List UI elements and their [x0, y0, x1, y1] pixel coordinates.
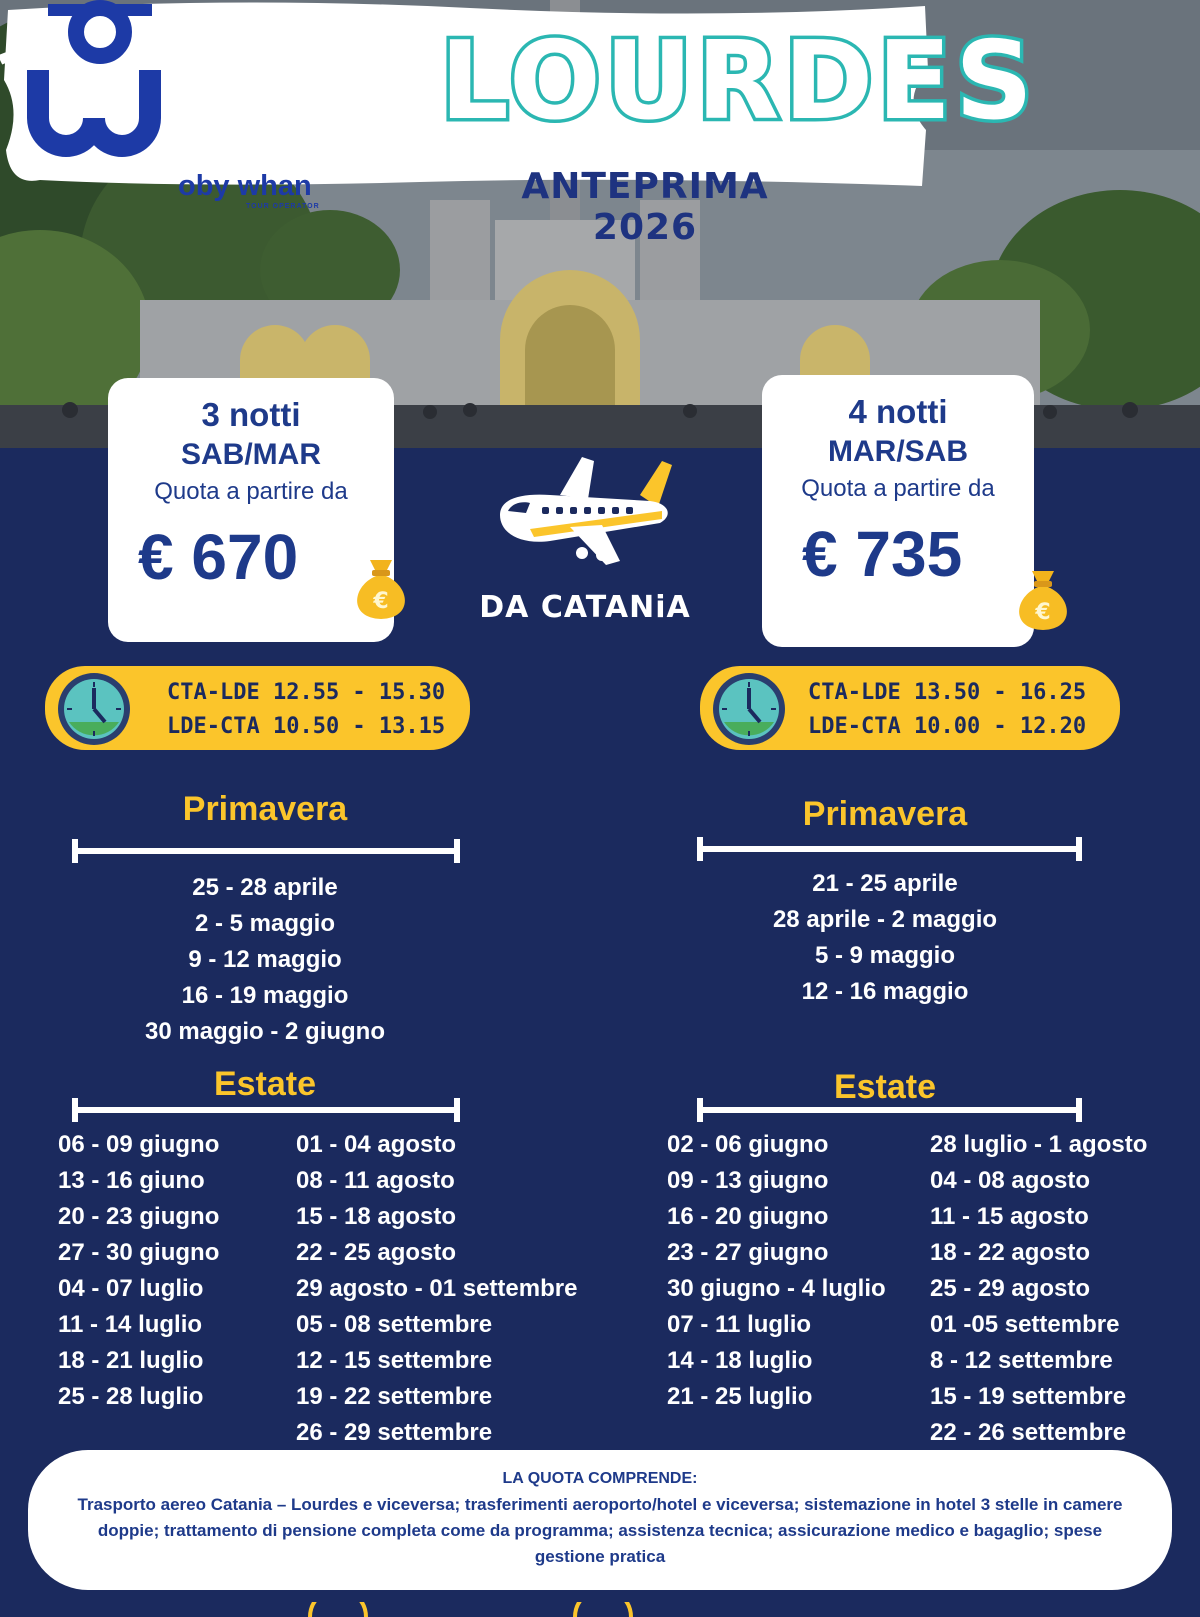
divider [72, 1107, 460, 1113]
flight-outbound: CTA-LDE 13.50 - 16.25 [808, 680, 1087, 705]
card-quota-label: Quota a partire da [801, 475, 995, 502]
date-item: 07 - 11 luglio [667, 1311, 812, 1338]
date-item: 25 - 28 aprile [192, 874, 338, 901]
divider [697, 846, 1082, 852]
brand-tagline: TOUR OPERATOR [246, 203, 320, 210]
season-title-spring-left: Primavera [182, 790, 348, 828]
included-heading: LA QUOTA COMPRENDE: [502, 1470, 698, 1487]
card-days: MAR/SAB [828, 435, 968, 468]
spring-dates-right [690, 866, 1080, 1010]
flight-return: LDE-CTA 10.50 - 13.15 [167, 714, 446, 739]
flight-outbound: CTA-LDE 12.55 - 15.30 [167, 680, 446, 705]
summer-dates-left-col2 [296, 1127, 636, 1451]
bottom-decoration [0, 1602, 1200, 1617]
date-item: 19 - 22 settembre [296, 1383, 493, 1410]
divider [72, 848, 460, 854]
date-item: 02 - 06 giugno [667, 1131, 829, 1158]
date-item: 04 - 08 agosto [930, 1167, 1091, 1194]
card-nights: 4 notti [848, 393, 948, 430]
flight-times-left [45, 666, 470, 750]
date-item: 15 - 19 settembre [930, 1383, 1127, 1410]
date-item: 28 luglio - 1 agosto [930, 1131, 1148, 1158]
clock-icon [710, 670, 788, 748]
date-item: 01 -05 settembre [930, 1311, 1120, 1338]
date-item: 27 - 30 giugno [58, 1239, 220, 1266]
date-item: 9 - 12 maggio [188, 946, 342, 973]
date-item: 12 - 15 settembre [296, 1347, 493, 1374]
date-item: 16 - 20 giugno [667, 1203, 829, 1230]
price-card-4-nights [762, 375, 1034, 647]
date-item: 26 - 29 settembre [296, 1419, 493, 1446]
season-title-summer-left: Estate [213, 1065, 317, 1103]
divider [697, 1107, 1082, 1113]
date-item: 30 maggio - 2 giugno [144, 1018, 385, 1045]
date-item: 29 agosto - 01 settembre [296, 1275, 578, 1302]
date-item: 21 - 25 aprile [812, 870, 958, 897]
date-item: 09 - 13 giugno [667, 1167, 829, 1194]
date-item: 01 - 04 agosto [296, 1131, 457, 1158]
flight-return: LDE-CTA 10.00 - 12.20 [808, 714, 1087, 739]
date-item: 22 - 25 agosto [296, 1239, 457, 1266]
date-item: 2 - 5 maggio [194, 910, 336, 937]
date-item: 18 - 21 luglio [58, 1347, 204, 1374]
season-title-summer-right: Estate [833, 1068, 937, 1106]
date-item: 20 - 23 giugno [58, 1203, 220, 1230]
page-subtitle: ANTEPRIMA 2026 [521, 166, 769, 248]
brand-name: oby whan [178, 170, 312, 202]
date-item: 28 aprile - 2 maggio [772, 906, 998, 933]
clock-icon [55, 670, 133, 748]
included-services-box [28, 1450, 1172, 1590]
date-item: 08 - 11 agosto [296, 1167, 455, 1194]
page-title: LOURDES [440, 19, 1037, 144]
card-nights: 3 notti [201, 396, 301, 433]
date-item: 21 - 25 luglio [667, 1383, 813, 1410]
date-item: 14 - 18 luglio [667, 1347, 813, 1374]
date-item: 12 - 16 maggio [801, 978, 969, 1005]
season-title-spring-right: Primavera [802, 795, 968, 833]
date-item: 16 - 19 maggio [181, 982, 349, 1009]
svg-text:€: € [373, 589, 389, 614]
flight-times-right [700, 666, 1120, 750]
date-item: 15 - 18 agosto [296, 1203, 457, 1230]
date-item: 04 - 07 luglio [58, 1275, 204, 1302]
date-item: 13 - 16 giuno [58, 1167, 205, 1194]
summer-dates-left-col1 [58, 1127, 288, 1415]
date-item: 23 - 27 giugno [667, 1239, 829, 1266]
date-item: 05 - 08 settembre [296, 1311, 493, 1338]
date-item: 11 - 14 luglio [58, 1311, 203, 1338]
card-price: € 670 [138, 521, 299, 593]
airplane-icon [490, 455, 680, 570]
included-body: Trasporto aereo Catania – Lourdes e viceversa; trasferimenti aeroporto/hotel e viceversa; sistemazione in hotel 3 stelle in camere doppie; trattamento di pensione completa come da programma; assistenza tecnica; assicurazione medico e bagaglio; spese gestione pratica [77, 1495, 1123, 1566]
money-bag-icon [348, 552, 414, 622]
spring-dates-left [70, 870, 460, 1050]
date-item: 25 - 28 luglio [58, 1383, 204, 1410]
card-quota-label: Quota a partire da [154, 478, 348, 505]
date-item: 25 - 29 agosto [930, 1275, 1091, 1302]
date-item: 30 giugno - 4 luglio [667, 1275, 886, 1302]
date-item: 8 - 12 settembre [930, 1347, 1113, 1374]
card-price: € 735 [802, 518, 963, 590]
date-item: 18 - 22 agosto [930, 1239, 1091, 1266]
date-item: 5 - 9 maggio [814, 942, 956, 969]
date-item: 06 - 09 giugno [58, 1131, 220, 1158]
date-item: 22 - 26 settembre [930, 1419, 1127, 1446]
summer-dates-right-col1 [667, 1127, 917, 1415]
date-item: 11 - 15 agosto [930, 1203, 1089, 1230]
money-bag-icon [1010, 563, 1076, 633]
logo-mark-icon [0, 0, 210, 190]
origin-label: DA CATANiA [479, 590, 691, 625]
summer-dates-right-col2 [930, 1127, 1190, 1451]
card-days: SAB/MAR [181, 438, 321, 471]
svg-text:€: € [1035, 600, 1051, 625]
